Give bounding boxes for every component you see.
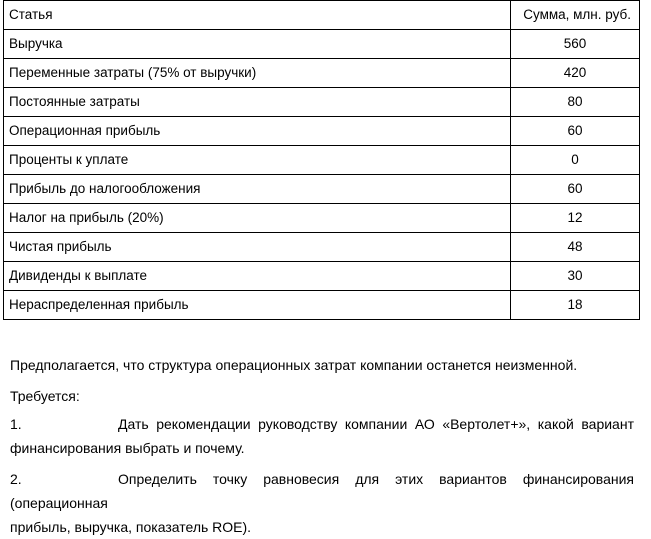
table-row: [4, 30, 640, 59]
task-1-number: 1.: [10, 416, 22, 432]
task-1-continuation: финансирования выбрать и почему.: [10, 440, 245, 456]
row-amount: 80: [511, 88, 640, 117]
task-1-text: Дать рекомендации руководству компании АО «Вертолет+», какой вариант: [118, 416, 634, 432]
row-amount: 60: [511, 117, 640, 146]
row-item: Выручка: [4, 30, 511, 59]
table-row: [4, 233, 640, 262]
header-item: Статья: [4, 1, 511, 30]
row-amount: 12: [511, 204, 640, 233]
row-item: Дивиденды к выплате: [4, 262, 511, 291]
row-amount: 48: [511, 233, 640, 262]
task-2-number: 2.: [10, 471, 22, 487]
required-label: Требуется:: [10, 388, 80, 404]
table-row: [4, 146, 640, 175]
task-1-first-line: [10, 412, 634, 436]
row-item: Прибыль до налогообложения: [4, 175, 511, 204]
row-item: Проценты к уплате: [4, 146, 511, 175]
row-item: Переменные затраты (75% от выручки): [4, 59, 511, 88]
row-amount: 60: [511, 175, 640, 204]
table-row: [4, 175, 640, 204]
row-item: Операционная прибыль: [4, 117, 511, 146]
assumption-paragraph: Предполагается, что структура операционных затрат компании останется неизменной.: [10, 357, 578, 373]
row-amount: 18: [511, 291, 640, 320]
table-row: [4, 117, 640, 146]
financial-table: [3, 0, 640, 320]
row-item: Чистая прибыль: [4, 233, 511, 262]
task-2-continuation: прибыль, выручка, показатель ROE).: [10, 519, 252, 535]
header-amount: Сумма, млн. руб.: [511, 1, 640, 30]
task-item-2: [10, 467, 634, 539]
row-item: Постоянные затраты: [4, 88, 511, 117]
task-2-first-line: [10, 467, 634, 515]
row-amount: 30: [511, 262, 640, 291]
table-row: [4, 262, 640, 291]
row-item: Налог на прибыль (20%): [4, 204, 511, 233]
row-amount: 420: [511, 59, 640, 88]
table-header-row: [4, 1, 640, 30]
row-amount: 560: [511, 30, 640, 59]
table-row: [4, 59, 640, 88]
row-item: Нераспределенная прибыль: [4, 291, 511, 320]
table-row: [4, 204, 640, 233]
task-item-1: [10, 412, 634, 460]
table-row: [4, 291, 640, 320]
task-2-text: Определить точку равновесия для этих вариантов финансирования (операционная: [10, 471, 634, 511]
row-amount: 0: [511, 146, 640, 175]
table-row: [4, 88, 640, 117]
